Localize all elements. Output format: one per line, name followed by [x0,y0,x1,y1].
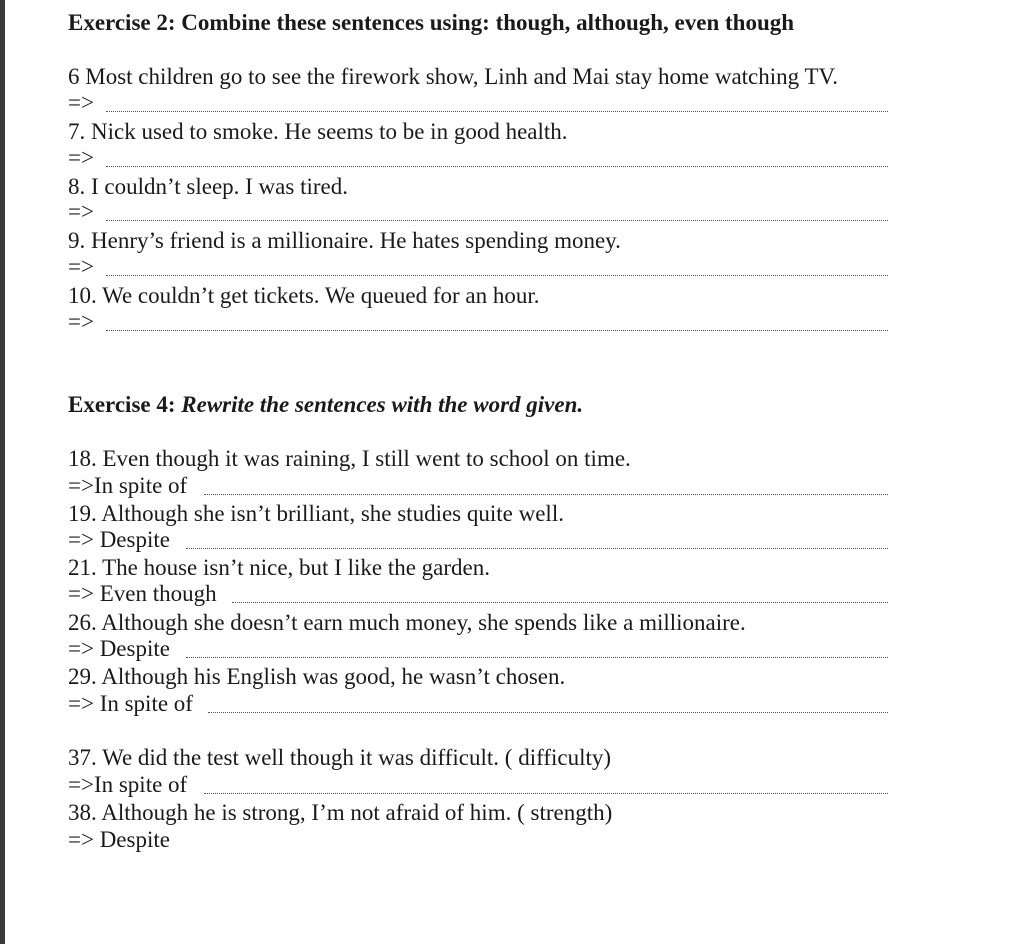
question-26: 26. Although she doesn’t earn much money, she spends like a millionaire. [68,610,746,635]
answer-line-18[interactable] [68,474,187,498]
question-29: 29. Although his English was good, he wasn’t chosen. [68,664,566,689]
answer-line-8[interactable] [68,200,94,224]
answer-prompt: => [68,90,94,115]
answer-line-19[interactable] [68,528,170,552]
answer-line-6[interactable] [68,91,94,115]
answer-prompt: =>In spite of [68,473,188,498]
question-10: 10. We couldn’t get tickets. We queued for an hour. [68,283,540,308]
answer-prompt: => Despite [68,636,170,661]
answer-prompt: => [68,254,94,279]
answer-prompt: => Even though [68,581,217,606]
answer-blank[interactable] [106,275,888,276]
answer-prompt: => [68,145,94,170]
exercise-4-title-prefix: Exercise 4: [68,392,176,417]
answer-prompt: => In spite of [68,691,193,716]
answer-line-38[interactable] [68,828,170,852]
answer-prompt: =>In spite of [68,772,188,797]
question-37: 37. We did the test well though it was difficult. ( difficulty) [68,745,612,770]
exercise-2-title-prefix: Exercise 2: [68,10,176,35]
question-7: 7. Nick used to smoke. He seems to be in good health. [68,119,568,144]
question-8: 8. I couldn’t sleep. I was tired. [68,174,348,199]
answer-line-10[interactable] [68,310,94,334]
answer-prompt: => Despite [68,827,170,852]
answer-blank[interactable] [232,602,888,603]
answer-blank[interactable] [106,111,888,112]
answer-blank[interactable] [186,657,888,658]
exercise-2-title-rest: Combine these sentences using: though, although, even though [175,10,795,35]
answer-line-26[interactable] [68,637,170,661]
answer-line-21[interactable] [68,582,217,606]
exercise-4-title-instruction: Rewrite the sentences with the word given. [181,392,584,417]
question-21: 21. The house isn’t nice, but I like the garden. [68,555,490,580]
question-9: 9. Henry’s friend is a millionaire. He hates spending money. [68,228,621,253]
answer-blank[interactable] [106,220,888,221]
answer-blank[interactable] [186,548,888,549]
answer-blank[interactable] [106,166,888,167]
answer-blank[interactable] [208,712,888,713]
answer-blank[interactable] [106,330,888,331]
exercise-4-title [68,393,583,416]
exercise-2-title [68,11,794,34]
answer-line-29[interactable] [68,692,193,716]
answer-prompt: => [68,199,94,224]
answer-line-7[interactable] [68,146,94,170]
question-18: 18. Even though it was raining, I still went to school on time. [68,446,631,471]
answer-blank[interactable] [204,793,888,794]
answer-prompt: => Despite [68,527,170,552]
answer-line-9[interactable] [68,255,94,279]
answer-line-37[interactable] [68,773,187,797]
question-6: 6 Most children go to see the firework show, Linh and Mai stay home watching TV. [68,64,838,89]
question-38: 38. Although he is strong, I’m not afraid of him. ( strength) [68,800,613,825]
answer-blank[interactable] [204,494,888,495]
question-19: 19. Although she isn’t brilliant, she studies quite well. [68,501,564,526]
answer-prompt: => [68,309,94,334]
